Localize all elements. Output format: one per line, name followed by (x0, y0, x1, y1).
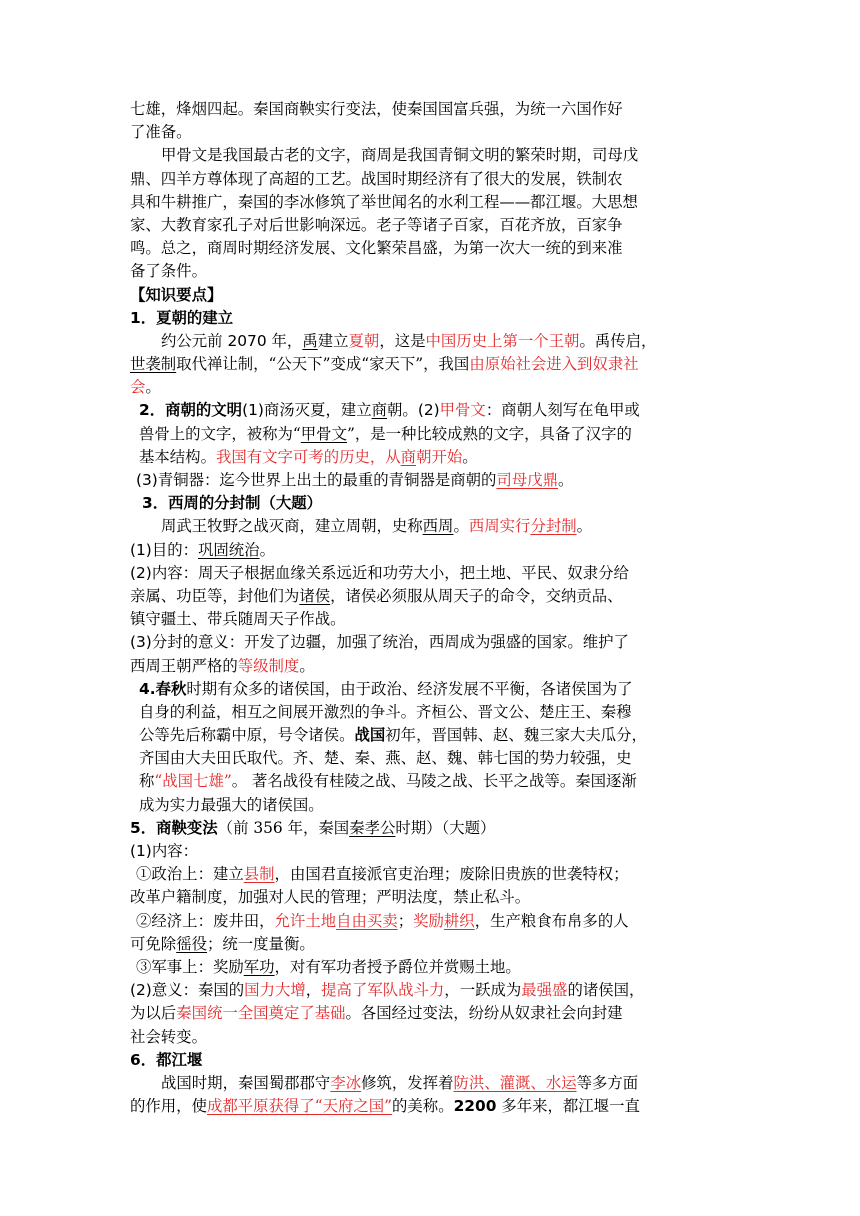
text-line (130, 631, 730, 654)
text-run: 诸侯 (299, 586, 331, 605)
text-run: 商汤灭夏，建立 (263, 401, 372, 420)
text-line (130, 144, 730, 167)
text-run: 。 (576, 517, 593, 536)
text-line (130, 191, 730, 214)
text-run: 的诸侯国， (567, 981, 645, 1000)
text-line (130, 770, 730, 793)
text-run: 2．商朝的文明 (139, 401, 243, 420)
document-page (130, 98, 730, 1118)
text-run: ，一跃成为 (444, 981, 522, 1000)
text-run: 兽骨上的文字，被称为“ (139, 424, 301, 443)
text-run: 5．商鞅变法 (130, 818, 218, 837)
text-line (130, 168, 730, 191)
text-run: 镇守疆土、带兵随周天子作战。 (130, 610, 346, 629)
text-line (130, 539, 730, 562)
text-line (130, 956, 730, 979)
text-run: 允许土地 (274, 911, 337, 930)
text-run: 商 (400, 447, 417, 466)
heading-spring-autumn (130, 678, 730, 701)
text-run: 成为实力最强大的诸侯国。 (139, 795, 324, 814)
text-line (130, 655, 730, 678)
text-run: ”，是一种比较成熟的文字，具备了汉字的 (346, 424, 632, 443)
text-run: 中国历史上第一个王朝 (425, 331, 580, 350)
text-run: 西周 (422, 517, 454, 536)
text-run: 朝开始 (416, 447, 463, 466)
text-run: 。 (259, 540, 275, 559)
text-run: 称 (139, 772, 155, 791)
text-run: 军功 (243, 957, 275, 976)
text-run: 西周实行 (468, 517, 531, 536)
text-run: 甲骨文 (300, 424, 347, 443)
text-run: ， (305, 981, 322, 1000)
text-run: 意义：秦国的 (151, 981, 245, 1000)
text-run: 【知识要点】 (130, 285, 223, 304)
text-run: 3．西周的分封制（大题） (142, 494, 323, 513)
text-run: 。 著名战役有桂陵之战、马陵之战、长平之战等。秦国逐渐 (231, 772, 637, 791)
text-run: 西周王朝严格的 (130, 656, 238, 675)
text-line (130, 376, 730, 399)
text-run: 2200 (453, 1097, 497, 1116)
text-line (130, 863, 730, 886)
text-run: (3) (130, 633, 152, 652)
text-run: 禹 (302, 331, 318, 350)
text-line (130, 237, 730, 260)
text-run: 齐国由大夫田氏取代。齐、楚、秦、燕、赵、魏、韩七国的势力较强，史 (139, 749, 632, 768)
text-run: 时期）（大题） (395, 818, 496, 837)
text-run: 初年，晋国韩、赵、魏三家大夫瓜分， (385, 726, 647, 745)
text-line (130, 910, 730, 933)
text-run: 取代禅让制，“公天下”变成“家天下”，我国 (176, 355, 470, 374)
text-run: 基本结构。 (139, 447, 216, 466)
text-run: 内容：周天子根据血缘关系远近和功劳大小，把土地、平民、奴隶分给 (151, 563, 629, 582)
text-run: 。 (453, 517, 469, 536)
text-run: ； (397, 911, 414, 930)
text-run: 我国有文字可考的历史，从 (215, 447, 401, 466)
text-run: (2) (130, 563, 152, 582)
heading-shang-yang-reform (130, 817, 730, 840)
text-run: 司母戊鼎 (496, 471, 558, 489)
text-run: 战国时期，秦国蜀郡郡守 (161, 1073, 331, 1092)
text-run: 鸣。总之，商周时期经济发展、文化繁荣昌盛，为第一次大一统的到来准 (130, 239, 623, 258)
text-run: 分封的意义：开发了边疆，加强了统治，西周成为强盛的国家。维护了 (151, 633, 629, 652)
text-run: (1) (130, 842, 152, 860)
text-run: 。 (145, 378, 161, 397)
section-heading-knowledge-points (130, 284, 730, 307)
text-line (130, 260, 730, 283)
text-run: 等多方面 (576, 1073, 639, 1092)
text-run: ③军事上：奖励 (136, 957, 244, 976)
text-run: 社会转变。 (130, 1027, 207, 1046)
text-line (130, 121, 730, 144)
text-run: (1) (130, 540, 152, 559)
text-run: 。 (299, 656, 315, 675)
text-run: ；统一度量衡。 (206, 934, 315, 953)
heading-dujiangyan (130, 1049, 730, 1072)
heading-western-zhou (130, 492, 730, 515)
text-run: 备了条件。 (130, 262, 207, 281)
text-run: 成都平原获得了“天府之国” (206, 1097, 393, 1116)
text-line (130, 747, 730, 770)
text-run: ：商朝人刻写在龟甲或 (485, 401, 640, 420)
text-run: 国力大增 (244, 981, 306, 1000)
text-line (130, 98, 730, 121)
text-run: 修筑，发挥着 (361, 1073, 454, 1092)
text-run: 。禹传启， (579, 331, 657, 350)
text-line (130, 701, 730, 724)
text-run: 公等先后称霸中原，号令诸侯。 (139, 726, 355, 745)
text-line (130, 1072, 730, 1095)
text-line (130, 515, 730, 538)
text-line (130, 423, 730, 446)
text-line (130, 214, 730, 237)
text-run: “战国七雄” (154, 772, 232, 791)
text-run: 夏朝 (348, 331, 380, 350)
text-run: 李冰 (330, 1073, 362, 1092)
text-run: 改革户籍制度，加强对人民的管理；严明法度，禁止私斗。 (130, 888, 531, 907)
text-run: 会 (130, 378, 146, 397)
text-run: 防洪、灌溉、水运 (453, 1073, 577, 1092)
text-run: ①政治上：建立 (136, 865, 244, 884)
text-run: 周武王牧野之战灭商，建立周朝，史称 (161, 517, 423, 536)
text-line (130, 562, 730, 585)
text-run: 分封制 (530, 517, 577, 536)
text-run: ，由国君直接派官吏治理；废除旧贵族的世袭特权； (274, 865, 629, 884)
text-run: ，诸侯必须服从周天子的命令，交纳贡品、 (330, 586, 623, 605)
text-line (130, 608, 730, 631)
text-run: 建立 (317, 331, 349, 350)
text-run: 了准备。 (130, 123, 192, 142)
text-run: 战国 (354, 726, 386, 745)
text-line (130, 886, 730, 909)
text-run: 秦国统一全国奠定了基础 (176, 1004, 346, 1023)
text-run: ，这是 (379, 331, 426, 350)
text-run: 秦孝公 (349, 818, 396, 837)
heading-xia-dynasty (130, 307, 730, 330)
text-line (130, 933, 730, 956)
text-run: 目的： (151, 540, 198, 559)
text-run: 自身的利益，相互之间展开激烈的争斗。齐桓公、晋文公、楚庄王、秦穆 (139, 702, 632, 721)
text-run: 甲骨文是我国最古老的文字，商周是我国青铜文明的繁荣时期，司母戊 (161, 146, 639, 165)
text-run: 多年来，都江堰一直 (496, 1097, 640, 1116)
text-run: 朝。 (387, 401, 418, 420)
text-run: 七雄，烽烟四起。秦国商鞅实行变法，使秦国国富兵强，为统一六国作好 (130, 100, 623, 118)
text-run: (3) (136, 471, 158, 489)
text-run: 时期有众多的诸侯国，由于政治、经济发展不平衡，各诸侯国为了 (186, 679, 633, 698)
text-run: 等级制度 (237, 656, 300, 675)
text-run: 为以后 (130, 1004, 177, 1023)
text-run: 提高了军队战斗力 (321, 981, 445, 1000)
text-run: 巩固统治 (198, 540, 260, 559)
text-run: 的美称。 (392, 1097, 454, 1116)
text-run: (1) (242, 401, 264, 420)
text-line (130, 446, 730, 469)
text-run: 具和牛耕推广，秦国的李冰修筑了举世闻名的水利工程——都江堰。大思想 (130, 192, 638, 211)
text-line (130, 330, 730, 353)
text-run: 甲骨文 (439, 401, 486, 420)
text-line (130, 1002, 730, 1025)
text-run: 商 (371, 401, 388, 420)
text-run: （前 356 年，秦国 (217, 818, 350, 837)
text-run: 鼎、四羊方尊体现了高超的工艺。战国时期经济有了很大的发展，铁制农 (130, 169, 623, 188)
text-run: 的作用，使 (130, 1097, 207, 1116)
text-run: 年， (266, 331, 303, 350)
text-run: 徭役 (176, 934, 207, 953)
text-run: 奖励 (413, 911, 444, 930)
text-run: 耕织 (443, 911, 475, 930)
text-run: 内容： (151, 842, 198, 860)
text-line (130, 840, 730, 863)
text-line (130, 469, 730, 492)
text-run: 由原始社会进入到奴隶社 (469, 355, 639, 374)
text-run: 青铜器：迄今世界上出土的最重的青铜器是商朝的 (157, 471, 497, 489)
text-line (130, 979, 730, 1002)
text-line (130, 724, 730, 747)
text-line (130, 794, 730, 817)
text-run: 1．夏朝的建立 (130, 308, 234, 327)
text-run: 。各国经过变法，纷纷从奴隶社会向封建 (345, 1004, 623, 1023)
text-line (130, 1026, 730, 1049)
text-run: 。 (462, 447, 478, 466)
text-run: 2070 (227, 331, 267, 350)
text-run: 家、大教育家孔子对后世影响深远。老子等诸子百家，百花齐放，百家争 (130, 215, 623, 234)
text-run: ，生产粮食布帛多的人 (474, 911, 629, 930)
text-line (130, 353, 730, 376)
text-run: 。 (558, 471, 574, 489)
text-run: 世袭制 (130, 355, 177, 374)
text-line (130, 1095, 730, 1118)
text-run: ，对有军功者授予爵位并赏赐土地。 (274, 957, 521, 976)
text-run: 4.春秋 (139, 679, 187, 698)
text-run: 自由买卖 (336, 911, 398, 930)
text-run: 6．都江堰 (130, 1050, 203, 1069)
text-line (130, 585, 730, 608)
text-run: 可免除 (130, 934, 177, 953)
text-run: 县制 (243, 865, 275, 884)
text-run: 最强盛 (521, 981, 568, 1000)
text-run: 约公元前 (161, 331, 228, 350)
text-run: (2) (417, 401, 440, 420)
text-run: (2) (130, 981, 152, 1000)
heading-shang-dynasty (130, 399, 730, 422)
text-run: 亲属、功臣等，封他们为 (130, 586, 300, 605)
text-run: ②经济上：废井田， (136, 911, 275, 930)
